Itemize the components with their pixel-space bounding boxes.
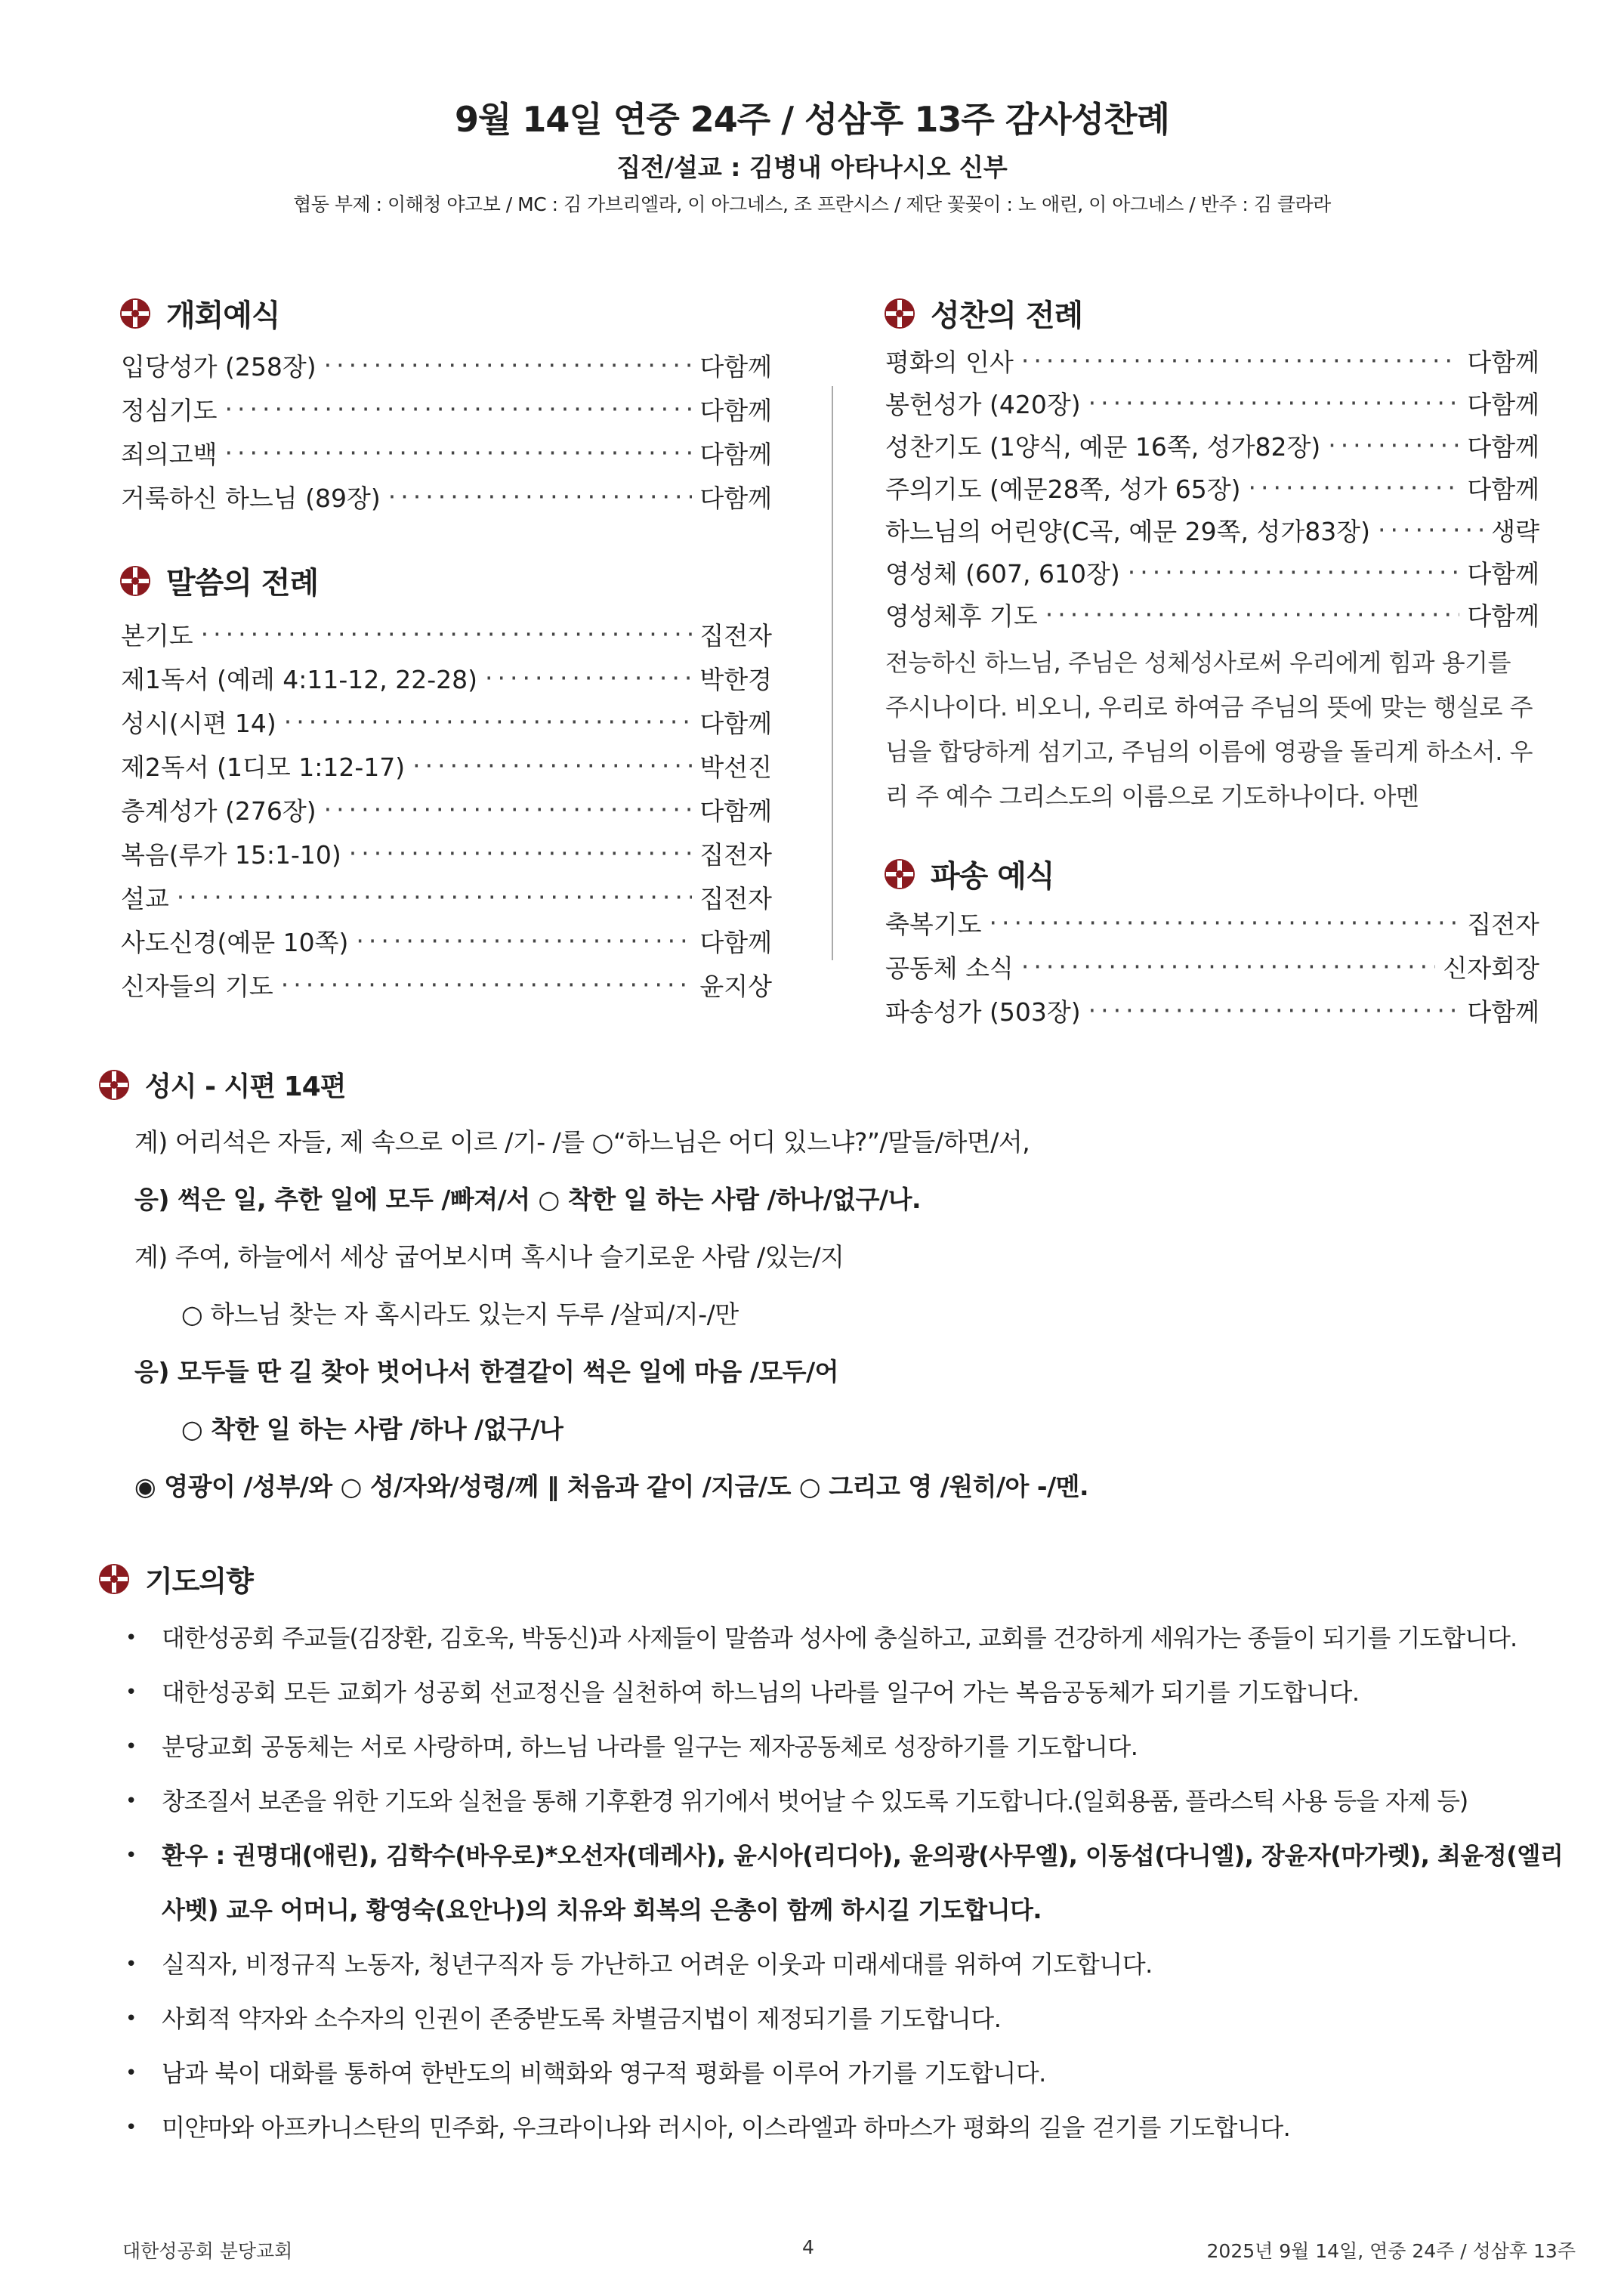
item-performer: 다함께 — [1467, 431, 1539, 462]
item-label: 축복기도 — [885, 909, 982, 939]
leader-dots — [356, 926, 692, 956]
section-heading-eucharist — [884, 292, 1082, 335]
item-label: 층계성가 (276장) — [121, 796, 316, 826]
list-item — [121, 831, 772, 875]
prayer-text: 대한성공회 주교들(김장환, 김호욱, 박동신)과 사제들이 말씀과 성사에 충실하고, 교회를 건강하게 세워가는 종들이 되기를 기도합니다. — [162, 1624, 1517, 1652]
item-label: 죄의고백 — [121, 439, 218, 469]
psalm-verse: ◉ 영광이 /성부/와 ○ 성/자와/성령/께 ‖ 처음과 같이 /지금/도 ○ 그리고 영 /원히/아 -/멘. — [134, 1472, 1089, 1501]
item-performer: 다함께 — [1467, 558, 1539, 589]
item-label: 입당성가 (258장) — [121, 351, 316, 382]
psalm-verse: 계) 어리석은 자들, 제 속으로 이르 /기- /를 ○“하느님은 어디 있느냐?”/말들/하면/서, — [134, 1127, 1030, 1157]
celtic-cross-icon — [98, 1563, 130, 1595]
psalm-verse: 계) 주여, 하늘에서 세상 굽어보시며 혹시나 슬기로운 사람 /있는/지 — [134, 1242, 844, 1272]
prayer-item — [125, 1937, 1567, 1992]
list-item — [121, 919, 772, 963]
prayer-item — [125, 1774, 1567, 1828]
item-performer: 신자회장 — [1443, 953, 1539, 983]
psalm-verse: ○ 착한 일 하는 사람 /하나 /없구/나 — [181, 1414, 563, 1444]
section-heading-opening — [119, 292, 280, 335]
item-label: 공동체 소식 — [885, 953, 1014, 983]
list-item — [885, 508, 1539, 551]
item-label: 성시(시편 14) — [121, 708, 276, 738]
item-performer: 다함께 — [699, 351, 772, 382]
presider-line: 집전/설교 : 김병내 아타나시오 신부 — [616, 153, 1008, 182]
psalm-verse: 응) 썩은 일, 추한 일에 모두 /빠져/서 ○ 착한 일 하는 사람 /하나/없구/나. — [134, 1185, 922, 1214]
item-performer: 박선진 — [699, 752, 772, 782]
list-item — [885, 901, 1539, 944]
leader-dots — [284, 707, 693, 737]
item-performer: 다함께 — [699, 483, 772, 513]
item-label: 주의기도 (예문28쪽, 성가 65장) — [885, 474, 1241, 504]
bullet: • — [125, 1953, 137, 1976]
list-item — [121, 431, 772, 474]
item-performer: 다함께 — [699, 708, 772, 738]
leader-dots — [201, 620, 693, 649]
section-heading-word — [119, 559, 318, 602]
prayer-item — [125, 1992, 1567, 2046]
bullet: • — [125, 1790, 137, 1812]
leader-dots — [281, 970, 693, 1000]
item-label: 설교 — [121, 883, 169, 913]
prayer-item — [125, 2046, 1567, 2100]
list-item — [885, 339, 1539, 382]
psalm-text — [134, 1114, 1555, 1516]
eucharist-list — [885, 339, 1539, 635]
list-item — [121, 743, 772, 787]
list-item — [885, 382, 1539, 424]
list-item — [885, 988, 1539, 1032]
item-performer: 생략 — [1491, 516, 1539, 546]
prayer-text: 남과 북이 대화를 통하여 한반도의 비핵화와 영구적 평화를 이루어 가기를 기도합니다. — [162, 2059, 1046, 2087]
footer-date: 2025년 9월 14일, 연중 24주 / 성삼후 13주 — [1206, 2240, 1576, 2262]
list-item — [121, 875, 772, 919]
item-label: 제2독서 (1디모 1:12-17) — [121, 752, 406, 782]
leader-dots — [177, 882, 693, 912]
bullet: • — [125, 2116, 137, 2139]
leader-dots — [1088, 996, 1460, 1025]
leader-dots — [485, 663, 692, 693]
list-item — [121, 343, 772, 387]
section-heading-prayers — [98, 1558, 253, 1599]
item-performer: 다함께 — [1467, 601, 1539, 631]
prayer-text: 분당교회 공동체는 서로 사랑하며, 하느님 나라를 일구는 제자공동체로 성장하기를 기도합니다. — [162, 1732, 1138, 1761]
bullet: • — [125, 1735, 137, 1758]
celtic-cross-icon — [119, 565, 151, 597]
list-item — [121, 700, 772, 743]
dismissal-list — [885, 901, 1539, 1032]
leader-dots — [225, 394, 693, 424]
item-performer: 다함께 — [1467, 474, 1539, 504]
item-label: 봉헌성가 (420장) — [885, 389, 1081, 419]
leader-dots — [1021, 952, 1436, 981]
page-number: 4 — [802, 2236, 814, 2258]
post-communion-prayer: 전능하신 하느님, 주님은 성체성사로써 우리에게 힘과 용기를 주시나이다. 비오니, 우리로 하여금 주님의 뜻에 맞는 행실로 주님을 합당하게 섬기고, 주님의 이름에 영광을 돌리게 하소서. 우리 주 예수 그리스도의 이름으로 기도하나이다. 아멘 — [885, 648, 1533, 811]
item-performer: 다함께 — [1467, 389, 1539, 419]
item-performer: 박한경 — [699, 664, 772, 694]
item-performer: 다함께 — [1467, 997, 1539, 1027]
opening-list — [121, 343, 772, 518]
section-heading-psalm — [98, 1065, 346, 1104]
prayer-text: 환우 : 권명대(애린), 김학수(바우로)*오선자(데레사), 윤시아(리디아), 윤의광(사무엘), 이동섭(다니엘), 장윤자(마가렛), 최윤정(엘리사벳) 교우 어머니, 황영숙(요안나)의 치유와 회복의 은총이 함께 하시길 기도합니다. — [162, 1841, 1564, 1924]
list-item — [885, 424, 1539, 466]
list-item — [121, 787, 772, 831]
item-performer: 다함께 — [699, 439, 772, 469]
item-label: 성찬기도 (1양식, 예문 16쪽, 성가82장) — [885, 431, 1321, 462]
item-performer: 집전자 — [699, 620, 772, 651]
item-performer: 윤지상 — [699, 971, 772, 1001]
list-item — [121, 387, 772, 431]
leader-dots — [1328, 431, 1459, 460]
item-performer: 집전자 — [699, 883, 772, 913]
celtic-cross-icon — [884, 858, 915, 890]
section-title: 파송 예식 — [931, 859, 1054, 894]
celtic-cross-icon — [98, 1069, 130, 1101]
bullet: • — [125, 2007, 137, 2030]
leader-dots — [225, 438, 693, 468]
item-label: 신자들의 기도 — [121, 971, 273, 1001]
leader-dots — [1128, 558, 1460, 587]
leader-dots — [1088, 388, 1460, 418]
item-label: 사도신경(예문 10쪽) — [121, 927, 349, 957]
leader-dots — [1021, 346, 1459, 375]
item-label: 하느님의 어린양(C곡, 예문 29쪽, 성가83장) — [885, 516, 1371, 546]
item-label: 본기도 — [121, 620, 193, 651]
bullet: • — [125, 1844, 137, 1867]
section-title: 성시 - 시편 14편 — [145, 1071, 346, 1102]
leader-dots — [1378, 515, 1484, 545]
prayer-text: 사회적 약자와 소수자의 인권이 존중받도록 차별금지법이 제정되기를 기도합니다. — [162, 2004, 1002, 2033]
section-title: 개회예식 — [166, 298, 280, 333]
item-performer: 집전자 — [699, 839, 772, 870]
item-label: 영성체 (607, 610장) — [885, 558, 1120, 589]
psalm-verse: ○ 하느님 찾는 자 혹시라도 있는지 두루 /살피/지-/만 — [181, 1299, 739, 1329]
item-label: 제1독서 (예레 4:11-12, 22-28) — [121, 664, 477, 694]
list-item — [121, 656, 772, 700]
bullet: • — [125, 2062, 137, 2084]
bullet: • — [125, 1681, 137, 1704]
prayer-text: 미얀마와 아프카니스탄의 민주화, 우크라이나와 러시아, 이스라엘과 하마스가 평화의 길을 걷기를 기도합니다. — [162, 2113, 1291, 2142]
item-label: 거룩하신 하느님 (89장) — [121, 483, 381, 513]
prayer-item — [125, 1611, 1567, 1665]
list-item — [121, 474, 772, 518]
bullet: • — [125, 1627, 137, 1649]
psalm-verse: 응) 모두들 딴 길 찾아 벗어나서 한결같이 썩은 일에 마음 /모두/어 — [134, 1357, 839, 1386]
celtic-cross-icon — [884, 298, 915, 329]
item-label: 평화의 인사 — [885, 347, 1014, 377]
page-title: 9월 14일 연중 24주 / 성삼후 13주 감사성찬례 — [454, 99, 1170, 140]
prayer-item — [125, 1665, 1567, 1720]
prayer-item — [125, 1720, 1567, 1774]
list-item — [885, 593, 1539, 635]
section-heading-dismissal — [884, 852, 1054, 895]
list-item — [885, 944, 1539, 988]
list-item — [121, 963, 772, 1006]
leader-dots — [990, 908, 1460, 938]
item-performer: 다함께 — [1467, 347, 1539, 377]
prayer-text: 대한성공회 모든 교회가 성공회 선교정신을 실천하여 하느님의 나라를 일구어 가는 복음공동체가 되기를 기도합니다. — [162, 1678, 1360, 1707]
leader-dots — [388, 482, 693, 511]
assistants-line: 협동 부제 : 이해청 야고보 / MC : 김 가브리엘라, 이 아그네스, 조 프란시스 / 제단 꽃꽂이 : 노 애린, 이 아그네스 / 반주 : 김 클라라 — [293, 193, 1331, 215]
prayer-item — [125, 1828, 1567, 1937]
prayer-text: 실직자, 비정규직 노동자, 청년구직자 등 가난하고 어려운 이웃과 미래세대를 위하여 기도합니다. — [162, 1950, 1153, 1979]
leader-dots — [1248, 473, 1459, 502]
prayer-item — [125, 2100, 1567, 2155]
leader-dots — [324, 795, 693, 824]
footer-church-name: 대한성공회 분당교회 — [122, 2240, 293, 2262]
list-item — [121, 612, 772, 656]
leader-dots — [412, 751, 692, 780]
leader-dots — [1045, 600, 1460, 629]
prayer-text: 창조질서 보존을 위한 기도와 실천을 통해 기후환경 위기에서 벗어날 수 있도록 기도합니다.(일회용품, 플라스틱 사용 등을 자제 등) — [162, 1787, 1468, 1816]
leader-dots — [349, 839, 693, 868]
column-divider — [832, 386, 833, 960]
celtic-cross-icon — [119, 298, 151, 329]
word-list — [121, 612, 772, 1006]
item-label: 파송성가 (503장) — [885, 997, 1081, 1027]
item-label: 정심기도 — [121, 395, 218, 425]
leader-dots — [324, 351, 693, 380]
item-performer: 집전자 — [1467, 909, 1539, 939]
section-title: 말씀의 전례 — [166, 566, 319, 601]
item-performer: 다함께 — [699, 395, 772, 425]
prayer-list — [125, 1611, 1567, 2155]
list-item — [885, 466, 1539, 508]
section-title: 성찬의 전례 — [931, 298, 1083, 333]
item-label: 영성체후 기도 — [885, 601, 1038, 631]
item-performer: 다함께 — [699, 796, 772, 826]
item-label: 복음(루가 15:1-10) — [121, 839, 341, 870]
list-item — [885, 551, 1539, 593]
section-title: 기도의향 — [145, 1565, 253, 1598]
item-performer: 다함께 — [699, 927, 772, 957]
